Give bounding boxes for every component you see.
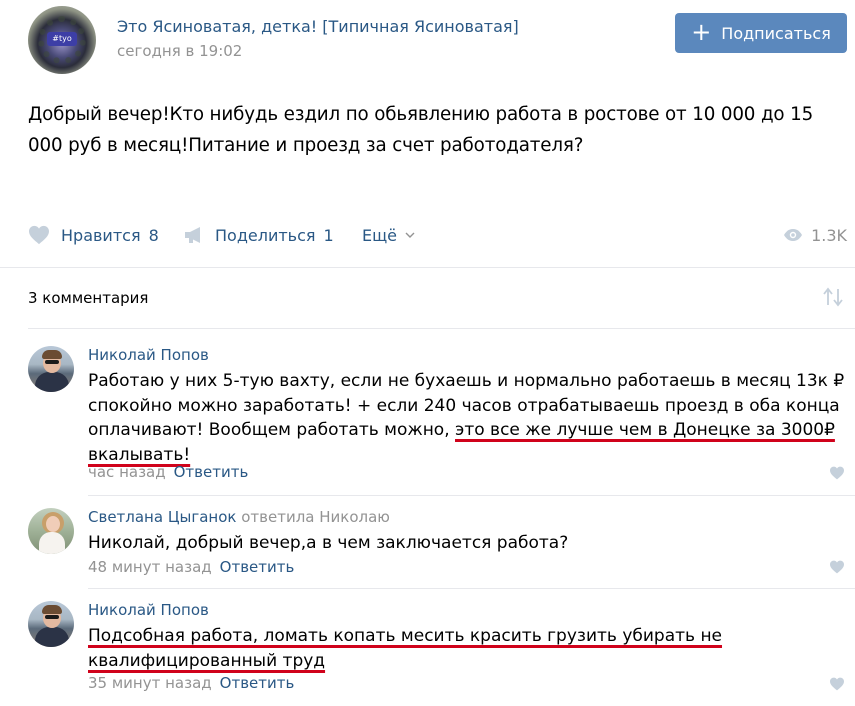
avatar-body bbox=[35, 372, 69, 392]
avatar-hair bbox=[42, 605, 62, 614]
share-label: Поделиться bbox=[215, 225, 316, 245]
avatar[interactable] bbox=[28, 508, 74, 554]
comment-text bbox=[88, 624, 848, 673]
views-counter bbox=[783, 218, 847, 252]
avatar-body bbox=[39, 532, 65, 554]
comment-author bbox=[88, 508, 390, 526]
comment-text: Николай, добрый вечер,а в чем заключается работа? bbox=[88, 533, 569, 553]
avatar-sunglasses bbox=[45, 360, 59, 364]
avatar-tag: #tyo bbox=[47, 32, 77, 46]
comment-time[interactable]: 35 минут назад bbox=[88, 674, 212, 692]
heart-icon bbox=[28, 225, 50, 245]
reply-button[interactable]: Ответить bbox=[219, 558, 295, 576]
group-avatar[interactable] bbox=[28, 6, 96, 74]
subscribe-button[interactable] bbox=[675, 13, 847, 53]
reply-to-label[interactable]: ответила Николаю bbox=[241, 508, 390, 526]
like-count: 8 bbox=[148, 225, 159, 245]
eye-icon bbox=[783, 228, 803, 242]
avatar-hair bbox=[42, 350, 62, 359]
divider bbox=[0, 267, 855, 268]
comment-text-underlined: это все же лучше чем в Донецке за 3000₽ вкалывать! bbox=[88, 420, 835, 465]
reply-button[interactable]: Ответить bbox=[219, 674, 295, 692]
comment-text bbox=[88, 369, 848, 467]
post-header bbox=[28, 6, 855, 76]
plus-icon: + bbox=[691, 17, 712, 46]
reply-button[interactable]: Ответить bbox=[173, 463, 249, 481]
comment-author[interactable]: Николай Попов bbox=[88, 601, 209, 619]
comment-meta bbox=[88, 558, 294, 576]
divider bbox=[88, 588, 855, 589]
like-label: Нравится bbox=[61, 225, 141, 245]
comment-text-underlined: Подсобная работа, ломать копать месить красить грузить убирать не квалифицированный труд bbox=[88, 626, 723, 671]
comment-author-name[interactable]: Светлана Цыганок bbox=[88, 508, 237, 526]
more-button[interactable] bbox=[362, 218, 415, 252]
avatar[interactable] bbox=[28, 601, 74, 647]
sort-arrows-icon[interactable] bbox=[822, 287, 844, 307]
comment bbox=[28, 601, 855, 701]
avatar-body bbox=[35, 627, 69, 647]
comment-text-plain: Работаю у них 5-тую вахту, если не бухаешь и нормально работаешь в месяц 13к ₽ спокойно можно заработать! + если 240 часов отрабатываешь проезд в оба конца оплачивают! Вообщем работать можно, bbox=[88, 371, 845, 440]
heart-icon[interactable] bbox=[829, 677, 845, 691]
views-count: 1.3K bbox=[811, 225, 847, 245]
divider bbox=[88, 495, 855, 496]
post-text: Добрый вечер!Кто нибудь ездил по обьявлению работа в ростове от 10 000 до 15 000 руб в месяц!Питание и проезд за счет работодателя? bbox=[28, 104, 814, 156]
comment-time[interactable]: час назад bbox=[88, 463, 166, 481]
comment bbox=[28, 508, 855, 588]
subscribe-label: Подписаться bbox=[721, 23, 831, 43]
comment-time[interactable]: 48 минут назад bbox=[88, 558, 212, 576]
share-count: 1 bbox=[323, 225, 334, 245]
megaphone-icon bbox=[184, 226, 204, 244]
group-name-link[interactable]: Это Ясиноватая, детка! [Типичная Ясиноватая] bbox=[117, 17, 519, 36]
post-actions bbox=[28, 218, 847, 252]
comment-meta bbox=[88, 463, 248, 481]
heart-icon[interactable] bbox=[829, 560, 845, 574]
heart-icon[interactable] bbox=[829, 466, 845, 480]
like-button[interactable] bbox=[28, 218, 159, 252]
avatar-sunglasses bbox=[45, 615, 59, 619]
post-time[interactable]: сегодня в 19:02 bbox=[117, 42, 243, 60]
avatar-face bbox=[46, 516, 60, 532]
more-label: Ещё bbox=[362, 225, 398, 245]
avatar[interactable] bbox=[28, 346, 74, 392]
comment bbox=[28, 346, 855, 496]
share-button[interactable] bbox=[184, 218, 334, 252]
comment-meta bbox=[88, 674, 294, 692]
chevron-down-icon bbox=[405, 232, 415, 238]
comment-author[interactable]: Николай Попов bbox=[88, 346, 209, 364]
comments-count: 3 комментария bbox=[28, 289, 149, 307]
divider bbox=[28, 328, 855, 329]
